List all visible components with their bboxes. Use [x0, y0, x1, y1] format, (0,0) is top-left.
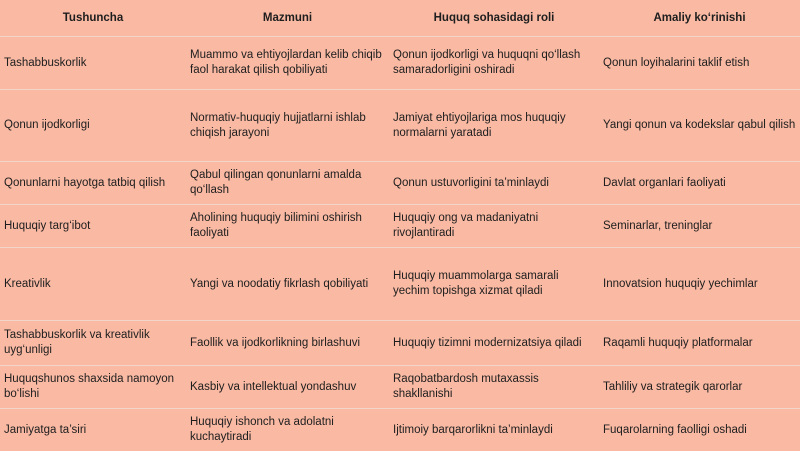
cell-practical-form: Tahliliy va strategik qarorlar [599, 366, 800, 409]
cell-meaning: Aholining huquqiy bilimini oshirish faoliyati [186, 205, 389, 248]
cell-legal-role: Qonun ijodkorligi va huquqni qo‘llash samaradorligini oshiradi [389, 37, 599, 90]
header-concept: Tushuncha [0, 0, 186, 37]
table-header-row [0, 0, 800, 37]
cell-legal-role: Qonun ustuvorligini ta’minlaydi [389, 162, 599, 205]
cell-concept: Qonun ijodkorligi [0, 90, 186, 162]
cell-practical-form: Qonun loyihalarini taklif etish [599, 37, 800, 90]
cell-concept: Tashabbuskorlik [0, 37, 186, 90]
cell-practical-form: Yangi qonun va kodekslar qabul qilish [599, 90, 800, 162]
header-meaning: Mazmuni [186, 0, 389, 37]
cell-concept: Jamiyatga ta’siri [0, 409, 186, 451]
table-row [0, 90, 800, 162]
cell-meaning: Kasbiy va intellektual yondashuv [186, 366, 389, 409]
cell-legal-role: Ijtimoiy barqarorlikni ta’minlaydi [389, 409, 599, 451]
cell-concept: Kreativlik [0, 248, 186, 321]
table-row [0, 366, 800, 409]
cell-meaning: Yangi va noodatiy fikrlash qobiliyati [186, 248, 389, 321]
table-row [0, 205, 800, 248]
cell-practical-form: Raqamli huquqiy platformalar [599, 321, 800, 366]
cell-practical-form: Seminarlar, treninglar [599, 205, 800, 248]
cell-legal-role: Huquqiy muammolarga samarali yechim topishga xizmat qiladi [389, 248, 599, 321]
table-row [0, 248, 800, 321]
cell-meaning: Muammo va ehtiyojlardan kelib chiqib faol harakat qilish qobiliyati [186, 37, 389, 90]
cell-meaning: Normativ-huquqiy hujjatlarni ishlab chiqish jarayoni [186, 90, 389, 162]
cell-legal-role: Raqobatbardosh mutaxassis shakllanishi [389, 366, 599, 409]
table-row [0, 409, 800, 451]
cell-legal-role: Huquqiy tizimni modernizatsiya qiladi [389, 321, 599, 366]
header-legal-role: Huquq sohasidagi roli [389, 0, 599, 37]
cell-concept: Tashabbuskorlik va kreativlik uyg‘unligi [0, 321, 186, 366]
table-row [0, 321, 800, 366]
cell-concept: Huquqshunos shaxsida namoyon bo‘lishi [0, 366, 186, 409]
cell-meaning: Qabul qilingan qonunlarni amalda qo‘llash [186, 162, 389, 205]
cell-concept: Huquqiy targ‘ibot [0, 205, 186, 248]
cell-practical-form: Innovatsion huquqiy yechimlar [599, 248, 800, 321]
table-row [0, 162, 800, 205]
cell-practical-form: Davlat organlari faoliyati [599, 162, 800, 205]
table-row [0, 37, 800, 90]
cell-concept: Qonunlarni hayotga tatbiq qilish [0, 162, 186, 205]
cell-legal-role: Jamiyat ehtiyojlariga mos huquqiy normalarni yaratadi [389, 90, 599, 162]
cell-meaning: Faollik va ijodkorlikning birlashuvi [186, 321, 389, 366]
header-practical-form: Amaliy ko‘rinishi [599, 0, 800, 37]
cell-practical-form: Fuqarolarning faolligi oshadi [599, 409, 800, 451]
cell-meaning: Huquqiy ishonch va adolatni kuchaytiradi [186, 409, 389, 451]
cell-legal-role: Huquqiy ong va madaniyatni rivojlantiradi [389, 205, 599, 248]
